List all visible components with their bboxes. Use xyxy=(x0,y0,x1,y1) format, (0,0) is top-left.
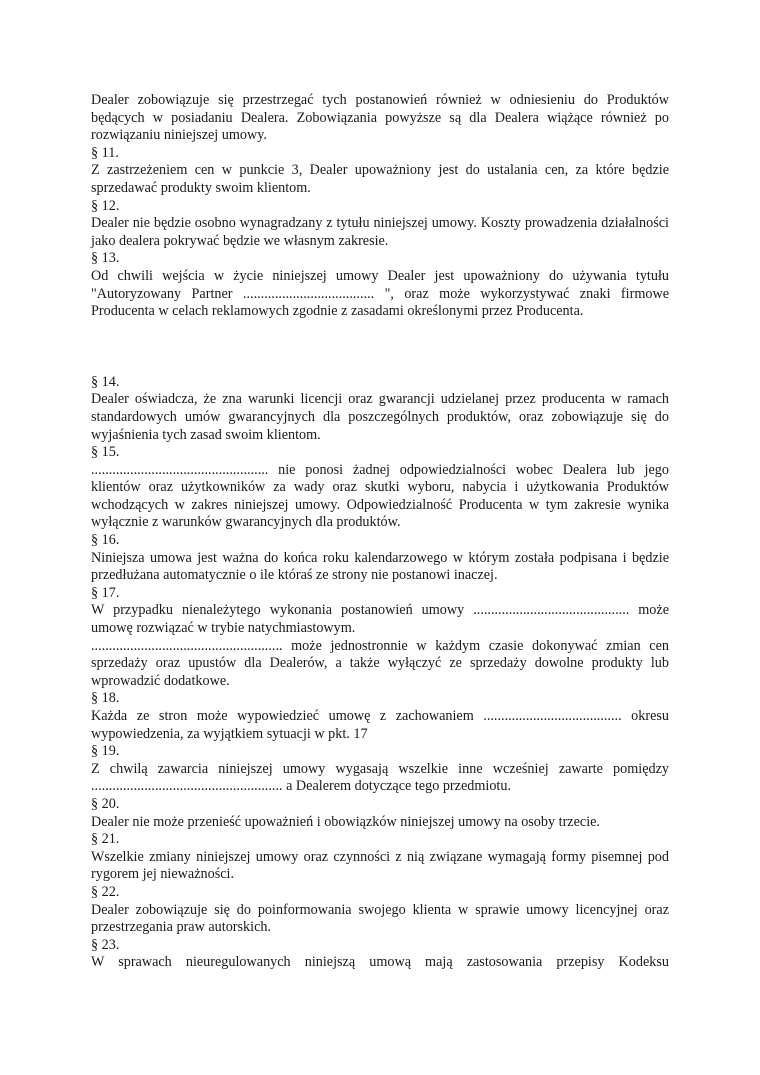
paragraph-validity: Niniejsza umowa jest ważna do końca roku kalendarzowego w którym została podpisana i będzie przedłużana automatycznie o ile któraś ze strony nie postanowi inaczej. xyxy=(91,549,669,584)
paragraph-pricing: Z zastrzeżeniem cen w punkcie 3, Dealer upoważniony jest do ustalania cen, za które będzie sprzedawać produkty swoim klientom. xyxy=(91,162,669,196)
section-heading-13: § 13. xyxy=(91,250,120,267)
paragraph-license-warranty: Dealer oświadcza, że zna warunki licencji oraz gwarancji udzielanej przez producenta w ramach standardowych umów gwarancyjnych dla poszczególnych produktów, oraz zobowiązuje się do wyjaśnienia tych zasad swoim klientom. xyxy=(91,391,669,443)
section-heading-20: § 20. xyxy=(91,795,120,812)
section-heading-17: § 17. xyxy=(91,584,120,601)
paragraph-inform-client: Dealer zobowiązuje się do poinformowania swojego klienta w sprawie umowy licencyjnej oraz przestrzegania praw autorskich. xyxy=(91,901,669,936)
paragraph-unregulated-matters: W sprawach nieuregulowanych niniejszą umową mają zastosowania przepisy Kodeksu xyxy=(91,954,669,971)
page-gap xyxy=(91,321,669,374)
section-heading-12: § 12. xyxy=(91,197,120,214)
section-heading-16: § 16. xyxy=(91,532,120,549)
paragraph-remuneration: Dealer nie będzie osobno wynagradzany z tytułu niniejszej umowy. Koszty prowadzenia działalności jako dealera pokrywać będzie we własnym zakresie. xyxy=(91,215,669,249)
section-heading-11: § 11. xyxy=(91,144,119,161)
paragraph-dealer-obligations: Dealer zobowiązuje się przestrzegać tych postanowień również w odniesieniu do Produktów będących w posiadaniu Dealera. Zobowiązania powyższe są dla Dealera wiążące również po rozwiązaniu niniejszej umowy. xyxy=(91,92,669,144)
paragraph-price-changes: ...................................................... może jednostronnie w każdym czasie dokonywać zmian cen sprzedaży oraz upustów dla Dealerów, a także wyłączyć ze sprzedaży dowolne produkty lub wprowadzić dodatkowe. xyxy=(91,637,669,689)
paragraph-no-transfer: Dealer nie może przenieść upoważnień i obowiązków niniejszej umowy na osoby trzecie. xyxy=(91,813,600,830)
section-heading-23: § 23. xyxy=(91,936,120,953)
section-heading-21: § 21. xyxy=(91,831,120,848)
document-page xyxy=(91,92,669,972)
paragraph-written-form: Wszelkie zmiany niniejszej umowy oraz czynności z nią związane wymagają formy pisemnej pod rygorem jej nieważności. xyxy=(91,848,669,883)
section-heading-19: § 19. xyxy=(91,743,120,760)
paragraph-prior-agreements: Z chwilą zawarcia niniejszej umowy wygasają wszelkie inne wcześniej zawarte pomiędzy ...................................................... a Dealerem dotyczące tego przedmiotu. xyxy=(91,760,669,795)
paragraph-partner-title: Od chwili wejścia w życie niniejszej umowy Dealer jest upoważniony do używania tytułu "Autoryzowany Partner ..................................... ", oraz może wykorzystywać znaki firmowe Producenta w celach reklamowych zgodnie z zasadami określonymi przez Producenta. xyxy=(91,267,669,320)
section-heading-22: § 22. xyxy=(91,883,120,900)
paragraph-termination-immediate: W przypadku nienależytego wykonania postanowień umowy ............................................ może umowę rozwiązać w trybie natychmiastowym. xyxy=(91,602,669,637)
paragraph-liability: .................................................. nie ponosi żadnej odpowiedzialności wobec Dealera lub jego klientów oraz użytkowników za wady oraz skutki wyboru, nabycia i użytkowania Produktów wchodzących w zakres niniejszej umowy. Odpowiedzialność Producenta w tym zakresie wynika wyłącznie z warunków gwarancyjnych dla produktów. xyxy=(91,461,669,531)
section-heading-18: § 18. xyxy=(91,690,120,707)
paragraph-notice-period: Każda ze stron może wypowiedzieć umowę z zachowaniem ....................................... okresu wypowiedzenia, za wyjątkiem sytuacji w pkt. 17 xyxy=(91,708,669,742)
section-heading-15: § 15. xyxy=(91,444,120,461)
section-heading-14: § 14. xyxy=(91,373,120,390)
